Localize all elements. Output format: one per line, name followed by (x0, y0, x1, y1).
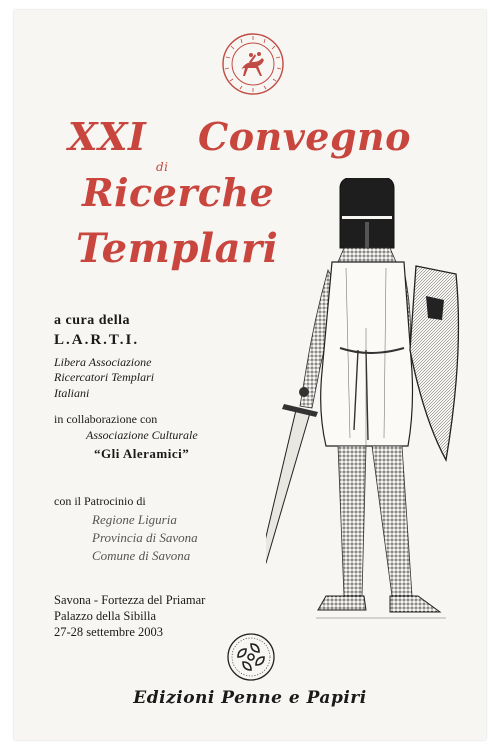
title-convegno: Convegno (198, 114, 412, 159)
collaboration-org-name: “Gli Aleramici” (94, 446, 190, 461)
patronage-entity: Comune di Savona (92, 548, 191, 563)
title-ricerche: Ricerche (82, 170, 275, 215)
publisher-name: Edizioni Penne e Papiri (133, 688, 367, 708)
templar-seal-icon (221, 32, 285, 96)
curator-fullname-line: Italiani (54, 386, 90, 400)
curator-fullname-line: Libera Associazione (54, 355, 152, 369)
collaboration-intro: in collaborazione con (54, 412, 158, 426)
title-templari: Templari (76, 225, 279, 272)
title-connector: di (156, 160, 169, 174)
venue-dates: 27-28 settembre 2003 (54, 625, 164, 639)
knot-emblem-icon (226, 632, 276, 682)
book-cover (14, 10, 486, 740)
title-numeral: XXI (68, 114, 147, 159)
patronage-entity: Regione Liguria (92, 512, 177, 527)
curator-name: L.A.R.T.I. (54, 332, 140, 348)
curator-fullname-line: Ricercatori Templari (54, 370, 155, 384)
patronage-intro: con il Patrocinio di (54, 494, 146, 508)
collaboration-org: Associazione Culturale (86, 428, 198, 442)
venue-line: Savona - Fortezza del Priamar (54, 593, 206, 607)
curator-intro: a cura della (54, 313, 130, 328)
patronage-entity: Provincia di Savona (92, 530, 198, 545)
templar-knight-illustration (266, 178, 471, 633)
venue-line: Palazzo della Sibilla (54, 609, 157, 623)
